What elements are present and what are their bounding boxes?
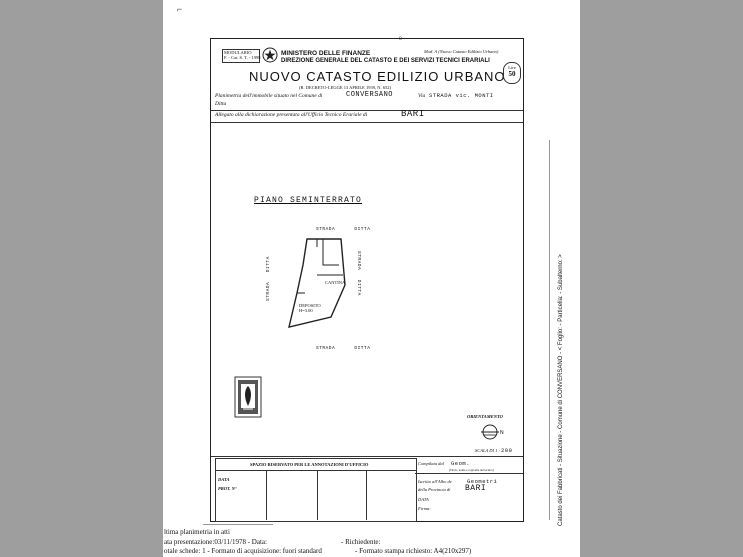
svg-text:N: N <box>500 430 504 436</box>
model-note: Mod. A (Nuovo Catasto Edilizio Urbano) <box>424 49 499 54</box>
iscritto-label: Iscritto all'Albo de <box>418 479 452 484</box>
scale-label: SCALA DI 1 : <box>475 448 501 453</box>
street-label-left: STRADA DITTA <box>266 256 271 301</box>
ministry-name: MINISTERO DELLE FINANZE <box>281 50 371 57</box>
document-page <box>163 0 580 557</box>
footer-rule <box>203 524 273 525</box>
orientation-label: ORIENTAMENTO <box>467 414 503 419</box>
divider <box>211 122 523 123</box>
street-label-right: STRADA DITTA <box>356 251 361 296</box>
footer-requester: - Richiedente: <box>341 538 381 546</box>
floor-plan-drawing <box>283 235 363 340</box>
provincia-value: BARI <box>465 484 487 493</box>
office-annotation-box <box>215 458 417 522</box>
signature-section <box>415 458 523 520</box>
right-margin-background <box>580 0 743 557</box>
via-label: Via <box>418 93 426 99</box>
compass-icon <box>480 423 506 446</box>
scale-value: 200 <box>501 447 513 454</box>
compilata-sub: (Titolo, nome e cognome del tecnico) <box>449 468 495 472</box>
street-label-top: STRADA DITTA <box>316 227 371 232</box>
footer-format-line: otale schede: 1 - Formato di acquisizione: fuori standard <box>164 547 322 555</box>
iscritto-value: Geometri <box>467 478 498 485</box>
divider <box>317 470 318 520</box>
top-mark: 0 <box>399 36 402 42</box>
document-title: NUOVO CATASTO EDILIZIO URBANO <box>249 69 506 84</box>
price-label: Lire <box>508 65 516 70</box>
directorate-name: DIREZIONE GENERALE DEL CATASTO E DEI SERVIZI TECNICI ERARIALI <box>281 58 490 64</box>
divider <box>266 470 267 520</box>
emblem-icon <box>262 47 278 68</box>
comune-value: CONVERSANO <box>346 91 394 99</box>
divider <box>366 470 367 520</box>
side-rule <box>549 140 550 520</box>
provincia-label: della Provincia di <box>418 487 451 492</box>
divider <box>211 110 523 111</box>
firma-label: Firma: <box>418 506 431 511</box>
divider <box>211 456 523 457</box>
compilata-label: Compilata dal <box>418 461 444 466</box>
footer-line-1: ltima planimetria in atti <box>164 528 230 536</box>
ufficio-value: BARI <box>401 109 425 119</box>
street-label-bottom: STRADA DITTA <box>316 346 371 351</box>
signature-data-label: DATA <box>418 497 429 502</box>
footer-print-format: - Formato stampa richiesto: A4(210x297) <box>355 547 472 555</box>
decree-reference: (R. DECRETO-LEGGE 13 APRILE 1939, N. 652) <box>299 85 392 90</box>
price-stamp <box>503 62 521 84</box>
form-frame <box>210 38 524 522</box>
cadastral-side-text: Catasto dei Fabbricati - Situazione - Comune di CONVERSANO - < Foglio: - Particella: - Subalterno: > <box>558 254 564 526</box>
office-prot-label: PROT. N° <box>218 486 237 491</box>
ditta-label: Ditta <box>215 101 227 107</box>
room-label-deposito: DEPOSITO H=3.00 <box>299 303 321 313</box>
compilata-value: Geom. <box>451 460 471 467</box>
corner-mark: ⌐ <box>177 4 183 14</box>
divider <box>415 473 523 474</box>
left-margin-background <box>0 0 163 557</box>
floor-label: PIANO SEMINTERRATO <box>254 196 363 205</box>
allegato-label: Allegato alla dichiarazione presentata all'Ufficio Tecnico Erariale di <box>215 112 368 118</box>
office-data-label: DATA <box>218 477 230 482</box>
office-box-title: SPAZIO RISERVATO PER LE ANNOTAZIONI D'UFFICIO <box>250 462 369 467</box>
planimetry-label: Planimetria dell'immobile situato nel Comune di <box>215 93 323 99</box>
divider <box>216 470 416 471</box>
price-value: 50 <box>508 70 516 78</box>
via-value: STRADA vic. MONTI <box>429 92 494 99</box>
footer-date-line: ata presentazione:03/11/1978 - Data: <box>164 538 267 546</box>
modulario-box: MODULARIO F. - Cat. S. T. - 1998 <box>222 49 260 63</box>
official-stamp-icon <box>234 376 262 423</box>
room-label-cantina: CANTINA <box>325 280 346 285</box>
